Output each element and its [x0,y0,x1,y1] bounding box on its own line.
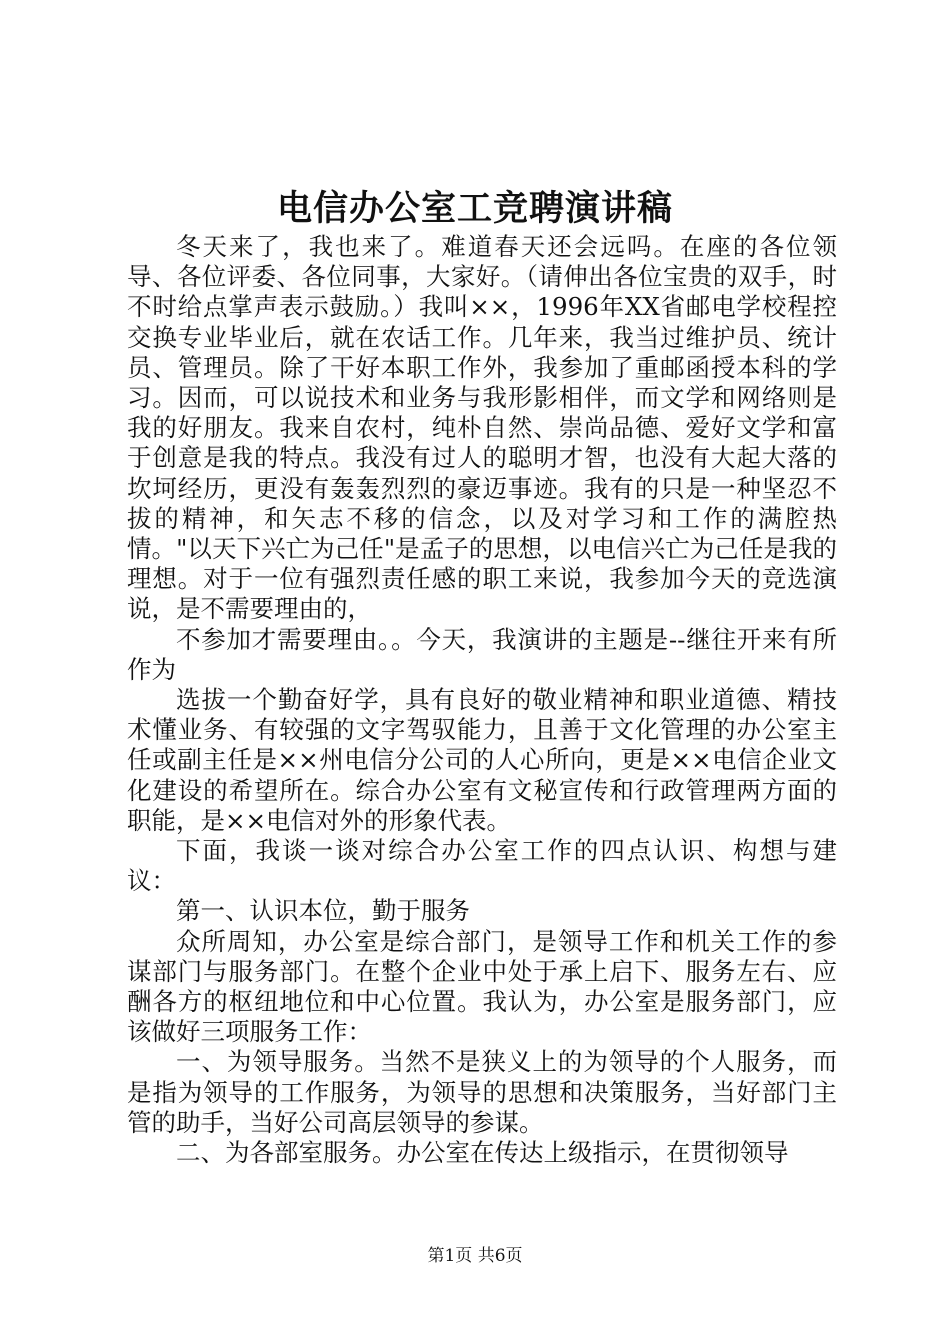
paragraph-serve-leaders: 一、为领导服务。当然不是狭义上的为领导的个人服务，而是指为领导的工作服务，为领导的思想和决策服务，当好部门主管的助手，当好公司高层领导的参谋。 [127,1047,837,1137]
paragraph-intro: 冬天来了，我也来了。难道春天还会远吗。在座的各位领导、各位评委、各位同事，大家好。（请伸出各位宝贵的双手，时不时给点掌声表示鼓励。）我叫××，1996年XX省邮电学校程控交换专业毕业后，就在农话工作。几年来，我当过维护员、统计员、管理员。除了干好本职工作外，我参加了重邮函授本科的学习。因而，可以说技术和业务与我形影相伴，而文学和网络则是我的好朋友。我来自农村，纯朴自然、崇尚品德、爱好文学和富于创意是我的特点。我没有过人的聪明才智，也没有大起大落的坎坷经历，更没有轰轰烈烈的豪迈事迹。我有的只是一种坚忍不拔的精神，和矢志不移的信念，以及对学习和工作的满腔热情。"以天下兴亡为己任"是孟子的思想，以电信兴亡为己任是我的理想。对于一位有强烈责任感的职工来说，我参加今天的竞选演说，是不需要理由的， [127,232,837,624]
section-heading-first: 第一、认识本位，勤于服务 [176,896,470,926]
document-body [127,232,837,1168]
paragraph-selection: 选拔一个勤奋好学，具有良好的敬业精神和职业道德、精技术懂业务、有较强的文字驾驭能力，且善于文化管理的办公室主任或副主任是××州电信分公司的人心所向，更是××电信企业文化建设的希望所在。综合办公室有文秘宣传和行政管理两方面的职能，是××电信对外的形象代表。 [127,685,837,835]
paragraph-serve-departments: 二、为各部室服务。办公室在传达上级指示，在贯彻领导 [176,1138,789,1168]
document-title: 电信办公室工竞聘演讲稿 [276,188,673,229]
page-number: 第1页 共6页 [427,1246,523,1266]
paragraph-outline: 下面，我谈一谈对综合办公室工作的四点认识、构想与建议： [127,836,837,896]
paragraph-office-role: 众所周知，办公室是综合部门，是领导工作和机关工作的参谋部门与服务部门。在整个企业中处于承上启下、服务左右、应酬各方的枢纽地位和中心位置。我认为，办公室是服务部门，应该做好三项服务工作： [127,926,837,1047]
paragraph-theme: 不参加才需要理由。。今天，我演讲的主题是--继往开来有所作为 [127,624,837,684]
